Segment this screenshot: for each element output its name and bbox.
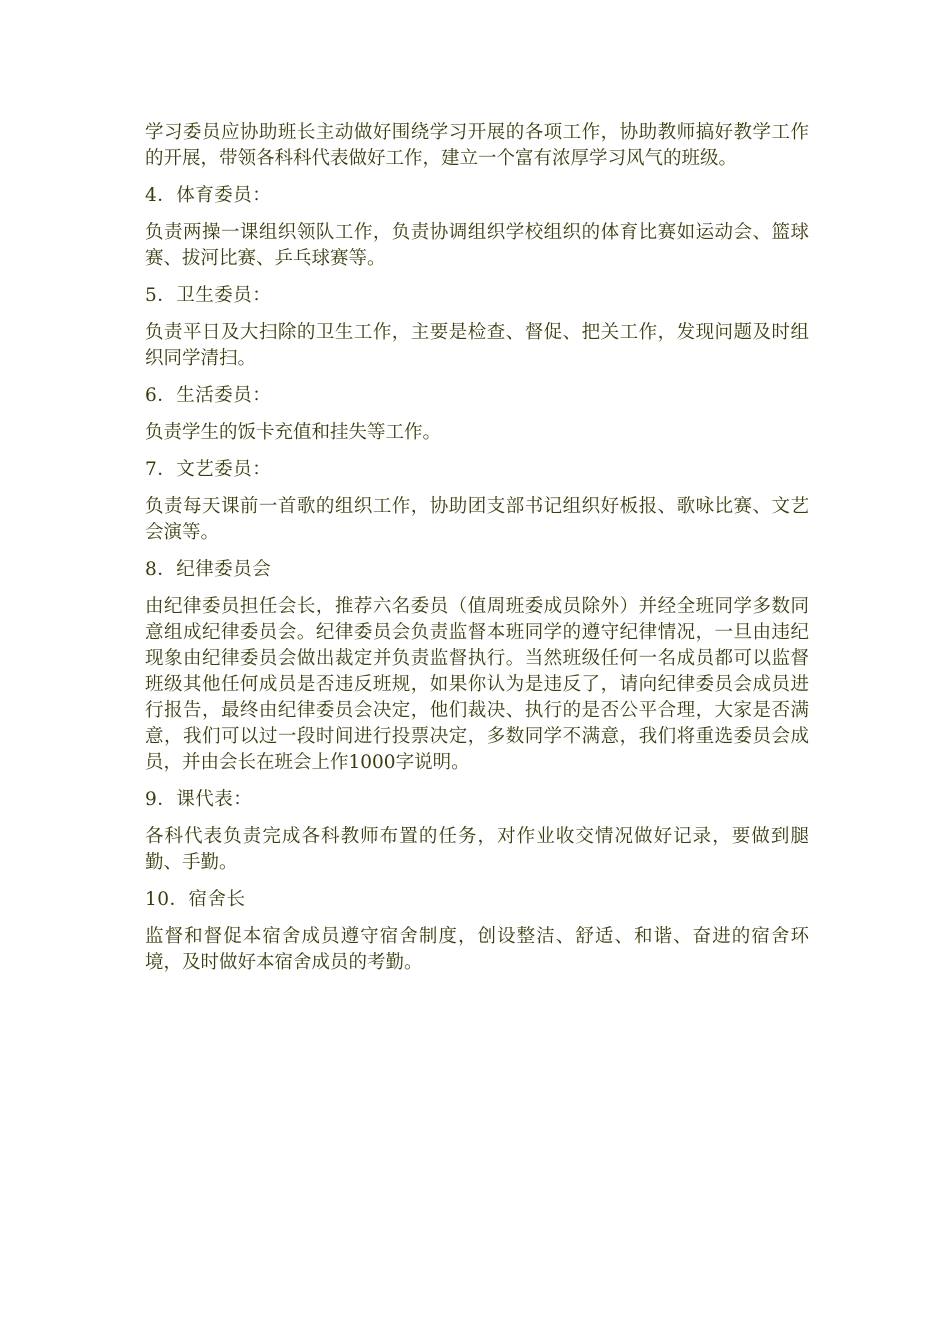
hygiene-committee-description: 负责平日及大扫除的卫生工作，主要是检查、督促、把关工作，发现问题及时组织同学清扫。 xyxy=(145,322,809,369)
heading-hygiene-committee: 5．卫生委员： xyxy=(145,285,272,306)
heading-life-committee: 6．生活委员： xyxy=(145,385,272,406)
heading-discipline-committee: 8．纪律委员会 xyxy=(145,559,272,580)
arts-committee-description: 负责每天课前一首歌的组织工作，协助团支部书记组织好板报、歌咏比赛、文艺会演等。 xyxy=(145,496,809,543)
discipline-committee-description: 由纪律委员担任会长，推荐六名委员（值周班委成员除外）并经全班同学多数同意组成纪律委员会。纪律委员会负责监督本班同学的遵守纪律情况，一旦由违纪现象由纪律委员会做出裁定并负责监督执行。当然班级任何一名成员都可以监督班级其他任何成员是否违反班规，如果你认为是违反了，请向纪律委员会成员进行报告，最终由纪律委员会决定，他们裁决、执行的是否公平合理，大家是否满意，我们可以过一段时间进行投票决定，多数同学不满意，我们将重选委员会成员，并由会长在班会上作1000字说明。 xyxy=(145,596,809,773)
course-representative-description: 各科代表负责完成各科教师布置的任务，对作业收交情况做好记录，要做到腿勤、手勤。 xyxy=(145,826,809,873)
heading-sports-committee: 4．体育委员： xyxy=(145,185,272,206)
heading-arts-committee: 7．文艺委员： xyxy=(145,459,272,480)
heading-course-representative: 9．课代表： xyxy=(145,789,253,810)
heading-dorm-leader: 10．宿舍长 xyxy=(145,889,246,910)
life-committee-description: 负责学生的饭卡充值和挂失等工作。 xyxy=(145,422,442,443)
dorm-leader-description: 监督和督促本宿舍成员遵守宿舍制度，创设整洁、舒适、和谐、奋进的宿舍环境，及时做好本宿舍成员的考勤。 xyxy=(145,926,809,973)
sports-committee-description: 负责两操一课组织领队工作，负责协调组织学校组织的体育比赛如运动会、篮球赛、拔河比赛、乒乓球赛等。 xyxy=(145,222,809,269)
document-page xyxy=(145,120,809,987)
study-committee-description: 学习委员应协助班长主动做好围绕学习开展的各项工作，协助教师搞好教学工作的开展，带领各科科代表做好工作，建立一个富有浓厚学习风气的班级。 xyxy=(145,122,809,169)
